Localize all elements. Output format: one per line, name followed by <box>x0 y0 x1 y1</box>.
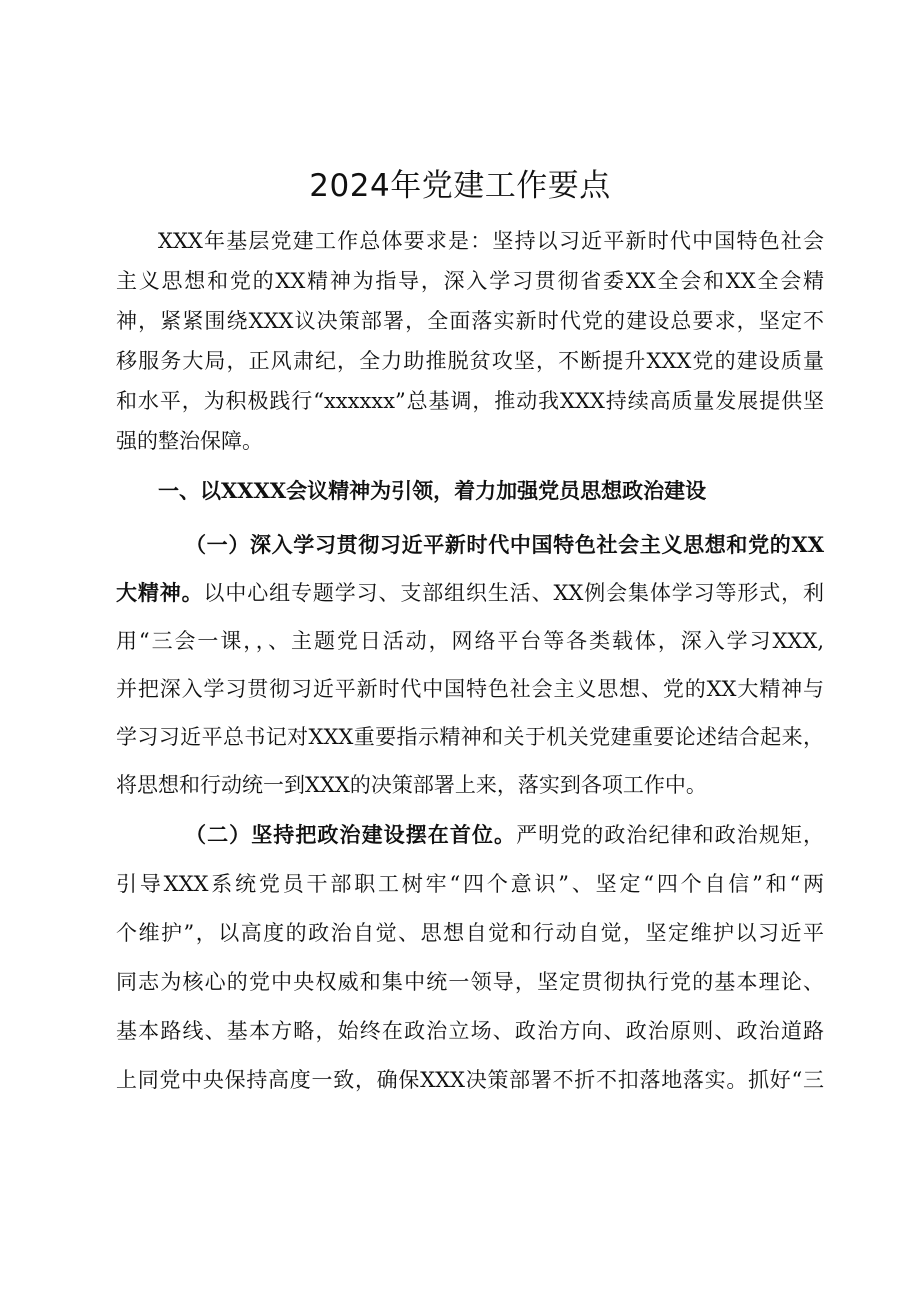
section1-heading: 一、以XXXX会议精神为引领，着力加强党员思想政治建设 <box>158 478 707 503</box>
item2-heading: （二）坚持把政治建设摆在首位。 <box>185 822 517 847</box>
item2-line6: 上同党中央保持高度一致，确保XXX决策部署不折不扣落地落实。抓好“三 <box>116 1068 824 1092</box>
item1-heading-line1: （一）深入学习贯彻习近平新时代中国特色社会主义思想和党的XX <box>185 532 824 557</box>
item1-heading-tail: 大精神。 <box>116 580 204 605</box>
intro-line-2: 主义思想和党的XX精神为指导，深入学习贯彻省委XX全会和XX全会精 <box>116 269 824 293</box>
intro-line-6: 强的整治保障。 <box>116 429 263 453</box>
intro-line-5: 和水平，为积极践行“xxxxxx”总基调，推动我XXX持续高质量发展提供坚 <box>116 389 824 413</box>
item1-line2-text: 以中心组专题学习、支部组织生活、XX例会集体学习等形式，利 <box>203 581 824 605</box>
item2-line3: 个维护”，以高度的政治自觉、思想自觉和行动自觉，坚定维护以习近平 <box>116 921 824 945</box>
item1-line4: 并把深入学习贯彻习近平新时代中国特色社会主义思想、党的XX大精神与 <box>116 677 824 701</box>
intro-line-3: 神，紧紧围绕XXX议决策部署，全面落实新时代党的建设总要求，坚定不 <box>116 309 824 333</box>
document-title: 2024年党建工作要点 <box>309 168 611 204</box>
item1-line5: 学习习近平总书记对XXX重要指示精神和关于机关党建重要论述结合起来， <box>116 725 824 749</box>
item2-line4: 同志为核心的党中央权威和集中统一领导，坚定贯彻执行党的基本理论、 <box>116 970 824 994</box>
intro-line-4: 移服务大局，正风肃纪，全力助推脱贫攻坚，不断提升XXX党的建设质量 <box>116 349 824 373</box>
item1-line2 <box>116 578 824 608</box>
item1-line3: 用“三会一课，，、主题党日活动，网络平台等各类载体，深入学习XXX, <box>116 629 824 653</box>
item2-line1 <box>185 820 824 850</box>
item2-line5: 基本路线、基本方略，始终在政治立场、政治方向、政治原则、政治道路 <box>116 1019 824 1043</box>
intro-line-1: XXX年基层党建工作总体要求是：坚持以习近平新时代中国特色社会 <box>158 229 824 253</box>
item2-line1-text: 严明党的政治纪律和政治规矩， <box>516 823 825 847</box>
item2-line2: 引导XXX系统党员干部职工树牢“四个意识”、坚定“四个自信”和“两 <box>116 872 824 896</box>
item1-line6: 将思想和行动统一到XXX的决策部署上来，落实到各项工作中。 <box>116 773 707 797</box>
